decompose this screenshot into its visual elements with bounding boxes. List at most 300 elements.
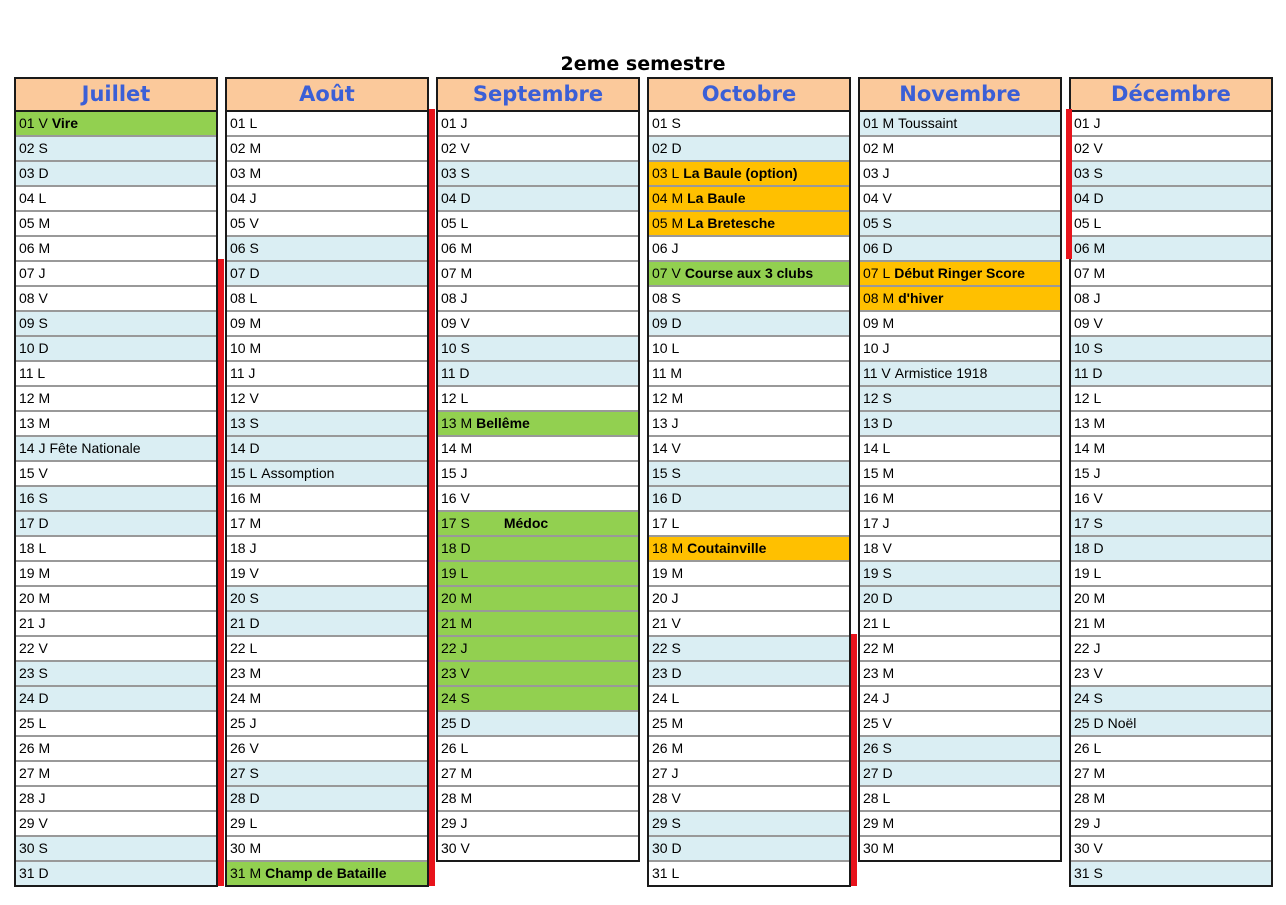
day-row [438, 687, 638, 712]
day-row [16, 562, 216, 587]
day-label: 12 M [19, 390, 51, 406]
day-row [16, 537, 216, 562]
day-row [438, 437, 638, 462]
day-row [860, 462, 1060, 487]
day-row [16, 662, 216, 687]
day-label: 02 M [863, 140, 895, 156]
day-label: 09 M [230, 315, 262, 331]
day-label: 17 M [230, 515, 262, 531]
day-label: 03 S [1074, 165, 1103, 181]
day-label: 27 D [863, 765, 893, 781]
day-label: 10 S [1074, 340, 1103, 356]
day-label: 17 D [19, 515, 49, 531]
day-row [227, 287, 427, 312]
day-row [649, 412, 849, 437]
day-row [1071, 112, 1271, 137]
day-label: 11 D [441, 365, 470, 381]
day-row [227, 837, 427, 862]
day-label: 21 L [863, 615, 891, 631]
day-row [1071, 387, 1271, 412]
day-label: 22 M [863, 640, 895, 656]
day-row [16, 837, 216, 862]
day-label: 20 J [652, 590, 679, 606]
day-label: 07 L [863, 265, 891, 281]
day-label: 30 M [863, 840, 895, 856]
day-label: 28 L [863, 790, 891, 806]
day-label: 02 V [441, 140, 470, 156]
day-row [227, 687, 427, 712]
day-label: 12 M [652, 390, 684, 406]
day-row [1071, 137, 1271, 162]
day-row [860, 837, 1060, 860]
day-label: 01 V [19, 115, 48, 131]
event-label: La Bretesche [687, 215, 776, 231]
day-row [438, 637, 638, 662]
day-row [16, 387, 216, 412]
day-row [438, 512, 638, 537]
day-label: 22 V [19, 640, 48, 656]
day-row [227, 162, 427, 187]
day-label: 28 M [1074, 790, 1106, 806]
day-label: 09 V [441, 315, 470, 331]
month-header: Août [227, 79, 427, 112]
day-label: 16 M [230, 490, 262, 506]
day-label: 14 L [863, 440, 891, 456]
day-row [860, 437, 1060, 462]
day-label: 27 M [19, 765, 51, 781]
day-label: 01 J [1074, 115, 1101, 131]
day-label: 07 M [1074, 265, 1106, 281]
month-column [1069, 77, 1273, 887]
day-row [438, 462, 638, 487]
day-row [438, 362, 638, 387]
day-label: 30 V [441, 840, 470, 856]
day-label: 06 M [441, 240, 473, 256]
day-row [1071, 512, 1271, 537]
day-label: 01 L [230, 115, 258, 131]
day-row [1071, 487, 1271, 512]
day-label: 10 S [441, 340, 470, 356]
day-label: 13 S [230, 415, 259, 431]
day-row [227, 137, 427, 162]
day-row [438, 662, 638, 687]
day-row [227, 737, 427, 762]
day-row [649, 262, 849, 287]
month-header: Novembre [860, 79, 1060, 112]
day-row [649, 862, 849, 885]
day-label: 16 S [19, 490, 48, 506]
day-row [860, 687, 1060, 712]
month-header: Septembre [438, 79, 638, 112]
day-label: 23 V [441, 665, 470, 681]
day-label: 01 J [441, 115, 468, 131]
day-label: 25 D [1074, 715, 1104, 731]
event-label: Vire [51, 115, 79, 131]
day-row [860, 612, 1060, 637]
day-label: 23 D [652, 665, 682, 681]
day-row [16, 687, 216, 712]
day-label: 19 L [441, 565, 469, 581]
event-label: Bellême [476, 415, 530, 431]
day-label: 29 J [1074, 815, 1101, 831]
day-label: 25 M [652, 715, 684, 731]
day-label: 16 M [863, 490, 895, 506]
day-label: 23 M [863, 665, 895, 681]
day-label: 04 D [441, 190, 471, 206]
day-label: 26 S [863, 740, 892, 756]
day-row [438, 587, 638, 612]
day-label: 18 J [230, 540, 257, 556]
day-label: 20 D [863, 590, 893, 606]
day-row [649, 837, 849, 862]
day-label: 03 S [441, 165, 470, 181]
day-label: 04 D [1074, 190, 1104, 206]
day-label: 21 D [230, 615, 260, 631]
day-label: 28 V [652, 790, 681, 806]
day-label: 29 S [652, 815, 681, 831]
day-row [649, 712, 849, 737]
day-label: 08 V [19, 290, 48, 306]
day-label: 01 M [863, 115, 895, 131]
day-row [1071, 537, 1271, 562]
day-row [649, 737, 849, 762]
day-label: 15 M [863, 465, 895, 481]
day-label: 12 S [863, 390, 892, 406]
day-row [227, 462, 427, 487]
day-row [438, 187, 638, 212]
month-header: Décembre [1071, 79, 1271, 112]
day-label: 29 V [19, 815, 48, 831]
day-label: 13 M [441, 415, 473, 431]
day-label: 20 M [1074, 590, 1106, 606]
day-label: 30 M [230, 840, 262, 856]
day-row [860, 637, 1060, 662]
day-label: 24 S [441, 690, 470, 706]
day-row [1071, 262, 1271, 287]
day-row [438, 112, 638, 137]
day-row [438, 412, 638, 437]
day-row [860, 287, 1060, 312]
day-label: 18 L [19, 540, 47, 556]
day-label: 21 J [19, 615, 46, 631]
day-row [1071, 687, 1271, 712]
day-row [649, 162, 849, 187]
event-label: Toussaint [898, 115, 958, 131]
event-label: Fête Nationale [49, 440, 141, 456]
day-row [649, 237, 849, 262]
day-row [649, 787, 849, 812]
day-row [16, 762, 216, 787]
day-label: 26 L [1074, 740, 1102, 756]
day-label: 12 L [441, 390, 469, 406]
day-row [1071, 187, 1271, 212]
day-label: 17 S [1074, 515, 1103, 531]
day-row [860, 137, 1060, 162]
day-label: 24 J [863, 690, 890, 706]
day-label: 04 V [863, 190, 892, 206]
day-row [649, 137, 849, 162]
day-row [860, 587, 1060, 612]
day-row [860, 487, 1060, 512]
day-label: 08 S [652, 290, 681, 306]
day-row [860, 562, 1060, 587]
day-label: 17 S [441, 515, 470, 531]
day-row [860, 262, 1060, 287]
day-row [860, 737, 1060, 762]
day-row [16, 712, 216, 737]
day-label: 11 J [230, 365, 256, 381]
day-row [16, 187, 216, 212]
day-label: 18 M [652, 540, 684, 556]
day-label: 30 V [1074, 840, 1103, 856]
day-row [438, 737, 638, 762]
day-row [16, 462, 216, 487]
day-row [860, 387, 1060, 412]
day-label: 26 L [441, 740, 469, 756]
day-label: 05 L [441, 215, 469, 231]
day-row [1071, 762, 1271, 787]
day-label: 30 S [19, 840, 48, 856]
day-label: 28 M [441, 790, 473, 806]
day-label: 07 M [441, 265, 473, 281]
day-label: 15 J [441, 465, 468, 481]
day-label: 20 M [19, 590, 51, 606]
day-row [227, 437, 427, 462]
day-label: 05 M [652, 215, 684, 231]
day-label: 14 V [652, 440, 681, 456]
day-row [860, 712, 1060, 737]
day-label: 14 M [441, 440, 473, 456]
day-row [1071, 212, 1271, 237]
day-row [16, 487, 216, 512]
day-row [227, 562, 427, 587]
event-label: Course aux 3 clubs [684, 265, 814, 281]
day-row [860, 412, 1060, 437]
day-row [1071, 812, 1271, 837]
day-row [227, 337, 427, 362]
day-label: 05 S [863, 215, 892, 231]
day-row [16, 212, 216, 237]
day-row [438, 287, 638, 312]
day-row [860, 337, 1060, 362]
day-row [860, 212, 1060, 237]
day-label: 12 V [230, 390, 259, 406]
day-row [649, 512, 849, 537]
day-label: 31 M [230, 865, 262, 881]
day-label: 09 S [19, 315, 48, 331]
day-row [649, 437, 849, 462]
day-row [438, 337, 638, 362]
day-label: 17 J [863, 515, 890, 531]
day-row [438, 212, 638, 237]
day-label: 11 V [863, 365, 891, 381]
day-row [1071, 312, 1271, 337]
day-row [227, 512, 427, 537]
day-label: 19 M [19, 565, 51, 581]
day-row [860, 237, 1060, 262]
day-row [227, 862, 427, 885]
day-label: 22 J [441, 640, 468, 656]
day-label: 18 V [863, 540, 892, 556]
day-row [1071, 712, 1271, 737]
day-label: 28 D [230, 790, 260, 806]
day-row [438, 487, 638, 512]
day-row [1071, 562, 1271, 587]
day-row [227, 612, 427, 637]
month-column [14, 77, 218, 887]
day-label: 27 S [230, 765, 259, 781]
day-row [16, 612, 216, 637]
day-row [649, 762, 849, 787]
month-column [436, 77, 640, 862]
day-label: 16 D [652, 490, 682, 506]
day-label: 11 M [652, 365, 683, 381]
day-label: 19 L [1074, 565, 1102, 581]
day-label: 29 M [863, 815, 895, 831]
day-row [438, 812, 638, 837]
day-label: 21 V [652, 615, 681, 631]
day-label: 23 V [1074, 665, 1103, 681]
day-row [860, 762, 1060, 787]
day-row [1071, 412, 1271, 437]
day-row [860, 512, 1060, 537]
day-label: 08 J [1074, 290, 1101, 306]
day-label: 09 V [1074, 315, 1103, 331]
day-label: 15 V [19, 465, 48, 481]
day-row [227, 212, 427, 237]
event-label: d'hiver [898, 290, 944, 306]
day-row [227, 187, 427, 212]
day-label: 22 J [1074, 640, 1101, 656]
day-label: 07 D [230, 265, 260, 281]
day-label: 27 M [1074, 765, 1106, 781]
day-row [860, 162, 1060, 187]
day-label: 28 J [19, 790, 46, 806]
day-label: 06 M [19, 240, 51, 256]
vacation-marker-december [1066, 109, 1072, 259]
month-header: Octobre [649, 79, 849, 112]
day-label: 22 S [652, 640, 681, 656]
day-label: 16 V [441, 490, 470, 506]
day-label: 20 M [441, 590, 473, 606]
vacation-marker-august-september [429, 109, 435, 886]
day-label: 15 L [230, 465, 258, 481]
day-label: 03 D [19, 165, 49, 181]
day-row [649, 387, 849, 412]
day-label: 06 J [652, 240, 679, 256]
day-label: 09 D [652, 315, 682, 331]
day-label: 13 J [652, 415, 679, 431]
day-row [16, 587, 216, 612]
day-row [227, 387, 427, 412]
day-row [16, 512, 216, 537]
day-label: 17 L [652, 515, 680, 531]
day-label: 02 S [19, 140, 48, 156]
event-label: La Baule (option) [683, 165, 798, 181]
day-label: 23 M [230, 665, 262, 681]
day-row [860, 662, 1060, 687]
day-row [1071, 587, 1271, 612]
day-label: 03 M [230, 165, 262, 181]
day-row [860, 362, 1060, 387]
day-row [438, 162, 638, 187]
day-row [227, 787, 427, 812]
day-label: 25 V [863, 715, 892, 731]
day-row [16, 112, 216, 137]
page-title: 2eme semestre [560, 53, 726, 75]
event-label: Médoc [503, 515, 549, 531]
day-label: 05 V [230, 215, 259, 231]
day-row [1071, 362, 1271, 387]
day-row [438, 762, 638, 787]
day-label: 07 J [19, 265, 46, 281]
day-label: 25 D [441, 715, 471, 731]
day-row [227, 312, 427, 337]
day-row [649, 462, 849, 487]
day-row [649, 812, 849, 837]
day-label: 19 S [863, 565, 892, 581]
day-row [1071, 337, 1271, 362]
day-row [16, 437, 216, 462]
day-row [438, 712, 638, 737]
vacation-marker-october-november [851, 634, 857, 886]
day-label: 21 M [441, 615, 473, 631]
day-row [1071, 637, 1271, 662]
day-label: 24 S [1074, 690, 1103, 706]
day-label: 10 M [230, 340, 262, 356]
day-row [227, 487, 427, 512]
day-row [16, 862, 216, 885]
day-row [16, 262, 216, 287]
event-label: Champ de Bataille [265, 865, 387, 881]
day-label: 31 L [652, 865, 680, 881]
day-row [860, 112, 1060, 137]
event-label: Noël [1107, 715, 1137, 731]
day-row [438, 137, 638, 162]
day-label: 15 J [1074, 465, 1101, 481]
day-row [860, 812, 1060, 837]
day-row [860, 537, 1060, 562]
day-label: 02 M [230, 140, 262, 156]
day-row [438, 387, 638, 412]
day-label: 23 S [19, 665, 48, 681]
day-label: 03 L [652, 165, 680, 181]
day-label: 11 L [19, 365, 46, 381]
day-row [649, 212, 849, 237]
day-row [649, 537, 849, 562]
day-row [649, 487, 849, 512]
day-row [1071, 162, 1271, 187]
day-label: 13 M [1074, 415, 1106, 431]
event-label: Coutainville [687, 540, 767, 556]
day-row [438, 837, 638, 860]
day-label: 26 V [230, 740, 259, 756]
day-row [1071, 862, 1271, 885]
day-row [16, 312, 216, 337]
event-label: Début Ringer Score [894, 265, 1025, 281]
day-label: 04 L [19, 190, 47, 206]
day-row [16, 812, 216, 837]
month-column [858, 77, 1062, 862]
vacation-marker-july-august [218, 259, 224, 886]
day-row [649, 312, 849, 337]
day-label: 10 L [652, 340, 680, 356]
day-row [649, 337, 849, 362]
day-row [16, 637, 216, 662]
day-label: 20 S [230, 590, 259, 606]
day-label: 24 M [230, 690, 262, 706]
day-row [227, 112, 427, 137]
